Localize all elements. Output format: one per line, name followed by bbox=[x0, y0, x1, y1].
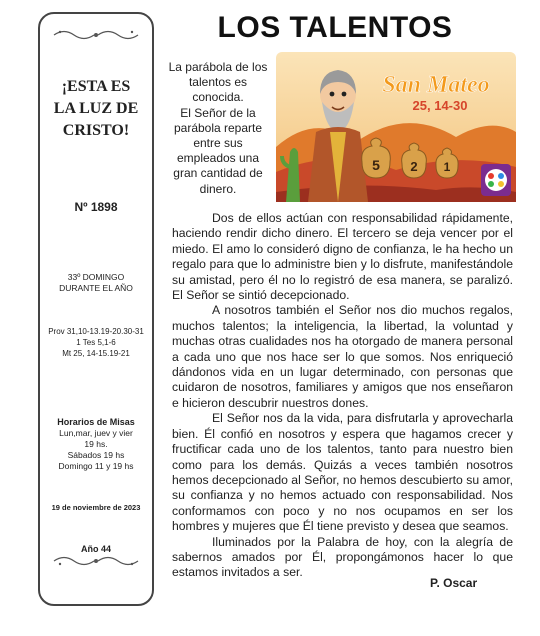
bag-label: 2 bbox=[410, 159, 418, 174]
readings: Prov 31,10-13.19-20.30-31 1 Tes 5,1-6 Mt 25, 14-15.19-21 bbox=[48, 327, 144, 358]
paragraph: Iluminados por la Palabra de hoy, con la alegría de sabernos amados por Él, propongámonos hacer lo que estamos invitados a ser. bbox=[172, 534, 513, 580]
illustration-reference: 25, 14-30 bbox=[412, 98, 468, 113]
signature: P. Oscar bbox=[430, 576, 478, 590]
issue-number: Nº 1898 bbox=[74, 200, 118, 214]
bag-label: 5 bbox=[372, 157, 380, 173]
paragraph: A nosotros también el Señor nos dio muchos regalos, muchos talentos; la inteligencia, la libertad, la voluntad y muchas otras cualidades nos ha otorgado de manera personal a cada uno que nos hace ser lo que somos. Nos enriqueció dándonos vida en un lugar determinado, con personas que cuidaron de nosotros, familiares y amigos que nos enseñaron e hicieron descubrir nuestros dones. bbox=[172, 303, 513, 410]
illustration-heading: San Mateo bbox=[382, 72, 490, 98]
paragraph: El Señor nos da la vida, para disfrutarla y aprovecharla bien. Él confió en nosotros y espera que hagamos crecer y fructificar cada uno de los talentos, tanto para nuestro bien como para los demás. Quizás a veces también nosotros hemos decepcionado al Señor, no hemos descubierto su amor, su confianza y no hemos actuado con responsabilidad. Nos conformamos con poco y no nos ocupamos en ser los hombres y mujeres que Él tiene previsto y desea que seamos. bbox=[172, 411, 513, 534]
logo-badge-icon bbox=[481, 164, 511, 196]
liturgical-sunday: 33º DOMINGO DURANTE EL AÑO bbox=[59, 272, 133, 293]
paragraph: Dos de ellos actúan con responsabilidad rápidamente, haciendo rendir dicho dinero. El tercero se deja vencer por el miedo. El amo lo consideró digno de confianza, le ha hecho un regalo para que lo administre bien y lo disfrute, manifestándole su amistad, pero él no lo registró de esa manera, se paralizó. El Señor se sintió decepcionado. bbox=[172, 211, 513, 303]
mass-schedule: Lun,mar, juev y vier 19 hs. Sábados 19 hs Domingo 11 y 19 hs bbox=[58, 428, 134, 471]
intro-text: La parábola de los talentos es conocida. El Señor de la parábola reparte entre sus empleados una gran cantidad de dinero. bbox=[168, 60, 268, 196]
motto: ¡ESTA ES LA LUZ DE CRISTO! bbox=[53, 78, 139, 139]
mass-schedule-title: Horarios de Misas bbox=[57, 417, 135, 427]
article-body bbox=[172, 211, 513, 581]
ornament-divider-icon bbox=[50, 554, 142, 568]
bag-label: 1 bbox=[443, 160, 451, 174]
parable-illustration bbox=[276, 52, 516, 202]
sidebar-panel bbox=[38, 12, 154, 606]
page-title: LOS TALENTOS bbox=[217, 11, 453, 44]
issue-year: Año 44 bbox=[80, 544, 111, 554]
ornament-divider-icon bbox=[50, 28, 142, 42]
issue-date: 19 de noviembre de 2023 bbox=[51, 503, 141, 512]
